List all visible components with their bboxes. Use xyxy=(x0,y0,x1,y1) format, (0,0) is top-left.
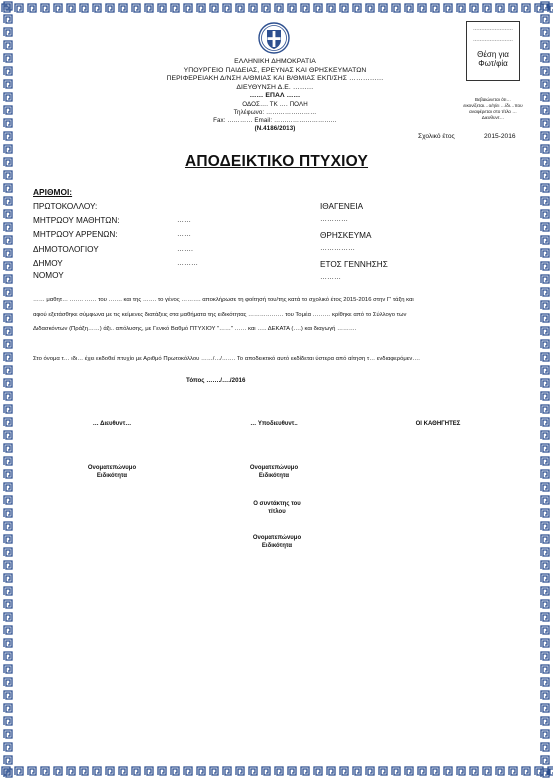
meander-tile xyxy=(353,767,361,775)
meander-tile xyxy=(236,767,244,775)
meander-tile xyxy=(431,4,439,12)
meander-tile xyxy=(4,132,12,140)
law-line: (Ν.4186/2013) xyxy=(254,124,296,132)
meander-tile xyxy=(541,444,549,452)
field-value-municipality: ……… xyxy=(177,260,198,267)
meander-tile xyxy=(541,717,549,725)
meander-tile xyxy=(301,767,309,775)
meander-tile xyxy=(541,561,549,569)
meander-tile xyxy=(541,756,549,764)
meander-tile xyxy=(340,767,348,775)
meander-tile xyxy=(197,4,205,12)
meander-tile xyxy=(541,639,549,647)
meander-tile xyxy=(15,767,23,775)
meander-tile xyxy=(41,4,49,12)
meander-tile xyxy=(93,4,101,12)
meander-tile xyxy=(314,4,322,12)
meander-tile xyxy=(262,767,270,775)
meander-tile xyxy=(541,678,549,686)
meander-tile xyxy=(132,767,140,775)
issued-statement: Στο όνομα τ… ιδι… έχει εκδοθεί πτυχίο με Αριθμό Πρωτοκόλλου ……/…/……. Το αποδεικτικό αυτό εκδίδεται ύστερα από αίτηση τ… ενδιαφερόμεν…. xyxy=(33,356,420,362)
school-year-label: Σχολικό έτος xyxy=(418,133,455,140)
meander-tile xyxy=(28,4,36,12)
meander-tile xyxy=(4,405,12,413)
meander-tile xyxy=(80,4,88,12)
meander-tile xyxy=(541,197,549,205)
meander-tile xyxy=(4,769,12,777)
meander-tile xyxy=(418,4,426,12)
meander-tile xyxy=(4,340,12,348)
meander-tile xyxy=(541,600,549,608)
meander-tile xyxy=(41,767,49,775)
meander-tile xyxy=(4,639,12,647)
fax-email-line: Fax: ………… Email: ………………………… xyxy=(213,116,337,124)
meander-tile xyxy=(541,327,549,335)
meander-tile xyxy=(158,767,166,775)
photo-box-label-1: Θέση για xyxy=(477,50,509,59)
meander-tile xyxy=(236,4,244,12)
meander-tile xyxy=(158,4,166,12)
field-label-student-registry: ΜΗΤΡΩΟΥ ΜΑΘΗΤΩΝ: xyxy=(33,216,120,225)
field-value-male-registry: …… xyxy=(177,231,191,238)
meander-tile xyxy=(4,444,12,452)
meander-tile xyxy=(4,509,12,517)
meander-tile xyxy=(54,767,62,775)
meander-tile xyxy=(541,249,549,257)
meander-tile xyxy=(541,626,549,634)
meander-tile xyxy=(4,28,12,36)
photo-certification-note: Βεβαιώνεται ότι… εικονίζεται…ο/η/ει …ίδι…που αναφέρεται στο τίτλο …Διευθυντ… xyxy=(463,97,523,120)
meander-tile xyxy=(171,4,179,12)
meander-tile xyxy=(132,4,140,12)
photo-placeholder-box xyxy=(466,21,520,81)
meander-tile xyxy=(392,4,400,12)
numbers-heading: ΑΡΙΘΜΟΙ: xyxy=(33,187,73,197)
photo-box-dots: …………………… xyxy=(473,26,513,32)
meander-tile xyxy=(4,15,12,23)
meander-tile xyxy=(379,767,387,775)
meander-tile xyxy=(4,288,12,296)
meander-border-left xyxy=(0,0,16,779)
meander-tile xyxy=(4,327,12,335)
meander-tile xyxy=(541,171,549,179)
composer-specialty-label: Ειδικότητα xyxy=(261,542,293,549)
meander-tile xyxy=(4,2,12,10)
meander-tile xyxy=(541,509,549,517)
meander-tile xyxy=(541,769,549,777)
meander-tile xyxy=(541,314,549,322)
meander-tile xyxy=(541,431,549,439)
meander-tile xyxy=(457,767,465,775)
meander-tile xyxy=(93,767,101,775)
meander-tile xyxy=(184,767,192,775)
meander-tile xyxy=(541,275,549,283)
meander-tile xyxy=(4,67,12,75)
school-year-value: 2015-2016 xyxy=(484,133,516,140)
meander-tile xyxy=(4,106,12,114)
meander-tile xyxy=(496,4,504,12)
meander-tile xyxy=(4,535,12,543)
meander-tile xyxy=(4,184,12,192)
meander-tile xyxy=(223,767,231,775)
composer-line-1: Ο συντάκτης του xyxy=(253,501,301,507)
meander-tile xyxy=(541,535,549,543)
meander-tile xyxy=(210,4,218,12)
meander-tile xyxy=(541,522,549,530)
meander-tile xyxy=(541,691,549,699)
meander-tile xyxy=(327,4,335,12)
meander-tile xyxy=(509,767,517,775)
meander-tile xyxy=(541,340,549,348)
field-value-municipal-roll: ……. xyxy=(177,246,193,253)
meander-tile xyxy=(4,379,12,387)
meander-tile xyxy=(4,678,12,686)
regional-directorate-line: ΠΕΡΙΦΕΡΕΙΑΚΗ Δ/ΝΣΗ Α/ΘΜΙΑΣ ΚΑΙ Β/ΘΜΙΑΣ ΕΚΠ/ΣΗΣ …………… xyxy=(166,75,384,83)
meander-tile xyxy=(249,4,257,12)
meander-tile xyxy=(4,119,12,127)
meander-tile xyxy=(541,587,549,595)
meander-tile xyxy=(541,405,549,413)
signature-teachers-title: ΟΙ ΚΑΘΗΓΗΤΕΣ xyxy=(415,421,461,427)
meander-tile xyxy=(301,4,309,12)
meander-tile xyxy=(4,210,12,218)
field-label-male-registry: ΜΗΤΡΩΟΥ ΑΡΡΕΝΩΝ: xyxy=(33,230,118,239)
meander-tile xyxy=(4,41,12,49)
meander-tile xyxy=(106,767,114,775)
meander-tile xyxy=(145,4,153,12)
meander-tile xyxy=(67,4,75,12)
meander-tile xyxy=(541,392,549,400)
meander-tile xyxy=(4,418,12,426)
body-line-3: Διδασκόντων (Πράξη……) άξι.. απόλυσης, με Γενικό Βαθμό ΠΤΥΧΙΟΥ "……" …… και ….. ΔΕΚΑΤΑ (….) και διαγωγή ………. xyxy=(33,326,357,332)
meander-tile xyxy=(4,392,12,400)
meander-tile xyxy=(4,145,12,153)
meander-tile xyxy=(184,4,192,12)
field-label-prefecture: ΝΟΜΟΥ xyxy=(33,271,64,280)
header-block xyxy=(150,58,400,133)
meander-tile xyxy=(541,613,549,621)
meander-tile xyxy=(496,767,504,775)
meander-tile xyxy=(106,4,114,12)
meander-tile xyxy=(470,4,478,12)
signature-deputy-title: … Υποδιευθυντ.. xyxy=(250,421,298,427)
meander-tile xyxy=(314,767,322,775)
meander-tile xyxy=(541,262,549,270)
field-value-nationality: ………… xyxy=(320,216,348,223)
field-label-protocol: ΠΡΩΤΟΚΟΛΛΟΥ: xyxy=(33,202,98,211)
meander-tile xyxy=(541,93,549,101)
meander-tile xyxy=(541,483,549,491)
meander-tile xyxy=(541,80,549,88)
meander-tile xyxy=(4,54,12,62)
meander-tile xyxy=(541,288,549,296)
meander-tile xyxy=(541,119,549,127)
meander-tile xyxy=(541,665,549,673)
meander-tile xyxy=(15,4,23,12)
field-value-birth-year: ……… xyxy=(320,274,341,281)
meander-tile xyxy=(4,275,12,283)
meander-tile xyxy=(4,431,12,439)
meander-tile xyxy=(541,184,549,192)
composer-title xyxy=(222,501,332,516)
meander-tile xyxy=(541,704,549,712)
meander-tile xyxy=(275,767,283,775)
field-label-municipality: ΔΗΜΟΥ xyxy=(33,259,63,268)
meander-tile xyxy=(541,418,549,426)
meander-tile xyxy=(541,132,549,140)
meander-tile xyxy=(4,483,12,491)
meander-tile xyxy=(4,626,12,634)
meander-tile xyxy=(4,301,12,309)
meander-tile xyxy=(541,457,549,465)
meander-tile xyxy=(4,756,12,764)
body-line-1: …… μαθητ… ……. …… του ……. και της ……. το γένος ………. αποκλήρωσε τη φοίτησή του/της κατά το σχολικό έτος 2015-2016 στην Γ' τάξη και xyxy=(33,297,414,303)
document-title: ΑΠΟΔΕΙΚΤΙΚΟ ΠΤΥΧΙΟΥ xyxy=(184,153,369,170)
meander-tile xyxy=(4,587,12,595)
composer-name-label: Ονοματεπώνυμο xyxy=(252,535,302,541)
meander-tile xyxy=(4,665,12,673)
certificate-body-text xyxy=(33,293,521,337)
meander-tile xyxy=(522,4,530,12)
director-signature-block xyxy=(57,465,167,480)
meander-tile xyxy=(223,4,231,12)
field-label-religion: ΘΡΗΣΚΕΥΜΑ xyxy=(320,231,372,240)
meander-tile xyxy=(541,574,549,582)
meander-tile xyxy=(541,470,549,478)
meander-tile xyxy=(405,767,413,775)
meander-tile xyxy=(67,767,75,775)
meander-tile xyxy=(288,4,296,12)
field-value-student-registry: …… xyxy=(177,217,191,224)
meander-tile xyxy=(288,767,296,775)
meander-tile xyxy=(4,717,12,725)
greek-coat-of-arms-icon xyxy=(258,22,290,54)
phone-line: Τηλέφωνο: …………………… xyxy=(233,108,317,116)
meander-tile xyxy=(4,353,12,361)
meander-tile xyxy=(541,301,549,309)
meander-tile xyxy=(541,730,549,738)
composer-signature-block xyxy=(222,535,332,550)
meander-tile xyxy=(470,767,478,775)
meander-tile xyxy=(4,80,12,88)
meander-tile xyxy=(379,4,387,12)
meander-tile xyxy=(4,743,12,751)
meander-tile xyxy=(509,4,517,12)
meander-tile xyxy=(4,691,12,699)
meander-tile xyxy=(541,379,549,387)
meander-tile xyxy=(54,4,62,12)
deputy-signature-block xyxy=(219,465,329,480)
meander-tile xyxy=(4,249,12,257)
meander-tile xyxy=(541,548,549,556)
meander-tile xyxy=(366,767,374,775)
meander-tile xyxy=(119,767,127,775)
meander-tile xyxy=(541,106,549,114)
meander-tile xyxy=(541,210,549,218)
meander-tile xyxy=(4,470,12,478)
meander-tile xyxy=(392,767,400,775)
meander-tile xyxy=(28,767,36,775)
meander-tile xyxy=(4,704,12,712)
meander-tile xyxy=(4,730,12,738)
field-value-religion: …………… xyxy=(320,245,355,252)
ministry-line: ΥΠΟΥΡΓΕΙΟ ΠΑΙΔΕΙΑΣ, ΕΡΕΥΝΑΣ ΚΑΙ ΘΡΗΣΚΕΥΜΑΤΩΝ xyxy=(183,66,367,74)
meander-tile xyxy=(197,767,205,775)
meander-tile xyxy=(541,366,549,374)
meander-tile xyxy=(541,223,549,231)
deputy-name-label: Ονοματεπώνυμο xyxy=(249,465,299,471)
meander-tile xyxy=(541,236,549,244)
meander-tile xyxy=(275,4,283,12)
meander-tile xyxy=(340,4,348,12)
meander-tile xyxy=(4,522,12,530)
composer-line-2: τίτλου xyxy=(268,508,286,515)
directorate-line: ΔΙΕΥΘΥΝΣΗ Δ.Ε. ……… xyxy=(236,83,314,91)
meander-tile xyxy=(119,4,127,12)
meander-tile xyxy=(4,561,12,569)
meander-tile xyxy=(457,4,465,12)
meander-tile xyxy=(444,4,452,12)
meander-tile xyxy=(4,457,12,465)
meander-tile xyxy=(145,767,153,775)
place-date-line: Τόπος ……./…./2016 xyxy=(186,377,246,384)
meander-tile xyxy=(522,767,530,775)
field-label-birth-year: ΕΤΟΣ ΓΕΝΝΗΣΗΣ xyxy=(320,260,388,269)
republic-line: ΕΛΛΗΝΙΚΗ ΔΗΜΟΚΡΑΤΙΑ xyxy=(234,58,316,65)
meander-border-right xyxy=(537,0,553,779)
body-line-2: αφού εξετάσθηκε σύμφωνα με τις κείμενες διατάξεις στα μαθήματα της ειδικότητας ……………… του Τομέα ……… κρίθηκε από το Σύλλογο των xyxy=(33,311,407,318)
meander-tile xyxy=(327,767,335,775)
meander-tile xyxy=(171,767,179,775)
meander-tile xyxy=(541,67,549,75)
photo-box-dots-2: …………………… xyxy=(473,37,513,43)
signature-director-title: … Διευθυντ… xyxy=(92,421,132,427)
meander-tile xyxy=(541,353,549,361)
meander-tile xyxy=(541,15,549,23)
meander-tile xyxy=(4,314,12,322)
meander-tile xyxy=(541,652,549,660)
meander-tile xyxy=(4,600,12,608)
meander-tile xyxy=(541,2,549,10)
meander-tile xyxy=(418,767,426,775)
deputy-specialty-label: Ειδικότητα xyxy=(258,472,290,479)
meander-tile xyxy=(483,4,491,12)
meander-tile xyxy=(4,223,12,231)
meander-tile xyxy=(4,197,12,205)
meander-tile xyxy=(4,574,12,582)
meander-tile xyxy=(4,613,12,621)
school-line: …… ΕΠΑΛ …… xyxy=(249,92,301,100)
field-label-nationality: ΙΘΑΓΕΝΕΙΑ xyxy=(320,202,364,211)
director-specialty-label: Ειδικότητα xyxy=(96,472,128,479)
meander-tile xyxy=(541,743,549,751)
meander-border-bottom xyxy=(0,763,553,779)
meander-tile xyxy=(262,4,270,12)
meander-tile xyxy=(4,171,12,179)
meander-tile xyxy=(4,262,12,270)
meander-tile xyxy=(541,41,549,49)
meander-border-top xyxy=(0,0,553,16)
meander-tile xyxy=(483,767,491,775)
meander-tile xyxy=(366,4,374,12)
meander-tile xyxy=(405,4,413,12)
meander-tile xyxy=(541,496,549,504)
meander-tile xyxy=(4,93,12,101)
meander-tile xyxy=(444,767,452,775)
director-name-label: Ονοματεπώνυμο xyxy=(87,465,137,471)
field-label-municipal-roll: ΔΗΜΟΤΟΛΟΓΙΟΥ xyxy=(33,245,99,254)
photo-box-label-2: Φωτ/φία xyxy=(478,59,508,68)
meander-tile xyxy=(541,145,549,153)
meander-tile xyxy=(210,767,218,775)
meander-tile xyxy=(4,548,12,556)
meander-tile xyxy=(353,4,361,12)
meander-tile xyxy=(541,54,549,62)
meander-tile xyxy=(4,366,12,374)
meander-tile xyxy=(80,767,88,775)
meander-tile xyxy=(249,767,257,775)
meander-tile xyxy=(431,767,439,775)
meander-tile xyxy=(4,496,12,504)
address-line: ΟΔΟΣ…. ΤΚ …. ΠΟΛΗ xyxy=(242,100,308,108)
meander-tile xyxy=(4,652,12,660)
meander-tile xyxy=(4,236,12,244)
meander-tile xyxy=(541,28,549,36)
